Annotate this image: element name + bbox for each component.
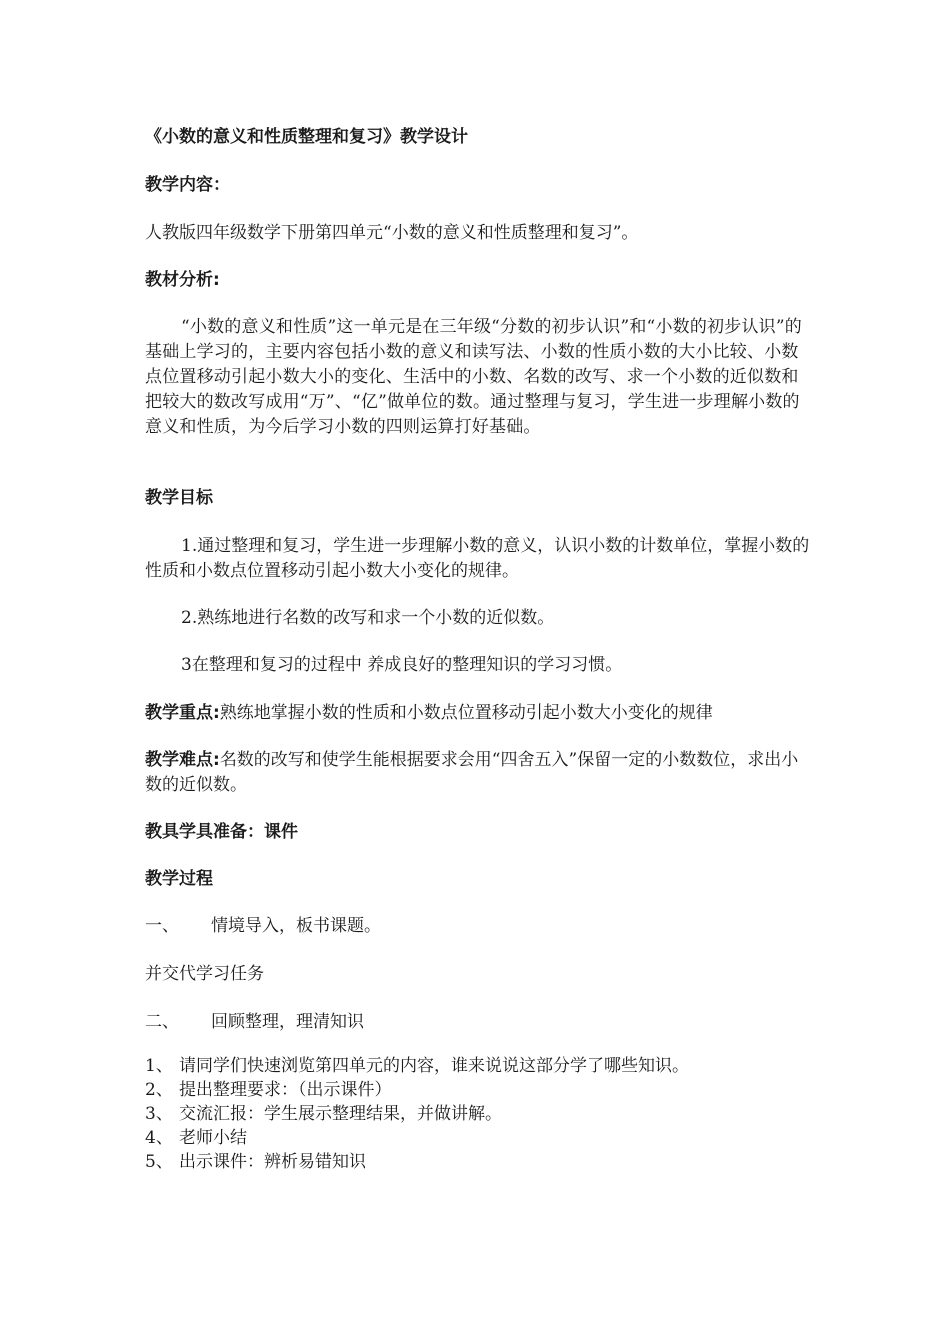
difficulty-line [145,748,810,798]
step-1-text: 情境导入，板书课题。 [211,916,381,936]
difficulty-text: 名数的改写和使学生能根据要求会用“四舍五入”保留一定的小数数位，求出小数的近似数。 [145,750,799,795]
process-step-2 [145,1010,810,1035]
list-item: 4、 老师小结 [145,1128,247,1148]
goal-item-2: 2.熟练地进行名数的改写和求一个小数的近似数。 [181,608,555,628]
substep-list [145,1054,810,1174]
analysis-paragraph: “小数的意义和性质”这一单元是在三年级“分数的初步认识”和“小数的初步认识”的基础上学习的，主要内容包括小数的意义和读写法、小数的性质小数的大小比较、小数点位置移动引起小数大小的变化、生活中的小数、名数的改写、求一个小数的近似数和把较大的数改写成用“万”、“亿”做单位的数。通过整理与复习，学生进一步理解小数的意义和性质，为今后学习小数的四则运算打好基础。 [145,317,802,437]
goal-item-3: 3在整理和复习的过程中 养成良好的整理知识的学习习惯。 [181,655,623,675]
document-title: 《小数的意义和性质整理和复习》教学设计 [145,127,468,147]
list-item: 3、 交流汇报：学生展示整理结果，并做讲解。 [145,1104,502,1124]
content-text: 人教版四年级数学下册第四单元“小数的意义和性质整理和复习”。 [145,223,639,243]
step-2-text: 回顾整理，理清知识 [211,1012,364,1032]
process-step-1-extra: 并交代学习任务 [145,964,264,984]
process-step-1 [145,914,810,939]
key-point-label: 教学重点: [145,703,220,723]
content-heading: 教学内容： [145,175,230,195]
tools-line: 教具学具准备：课件 [145,822,298,842]
difficulty-label: 教学难点: [145,750,220,770]
key-point-text: 熟练地掌握小数的性质和小数点位置移动引起小数大小变化的规律 [219,703,713,723]
list-item: 5、 出示课件：辨析易错知识 [145,1152,366,1172]
list-item: 2、 提出整理要求：（出示课件） [145,1080,392,1100]
goals-heading: 教学目标 [145,488,213,508]
key-point-line [145,701,810,726]
step-2-number: 二、 [145,1012,179,1032]
list-item: 1、 请同学们快速浏览第四单元的内容，谁来说说这部分学了哪些知识。 [145,1056,689,1076]
process-heading: 教学过程 [145,869,213,889]
step-1-number: 一、 [145,916,179,936]
analysis-heading: 教材分析: [145,270,220,290]
goal-item-1: 1.通过整理和复习，学生进一步理解小数的意义，认识小数的计数单位，掌握小数的性质和小数点位置移动引起小数大小变化的规律。 [145,536,810,581]
